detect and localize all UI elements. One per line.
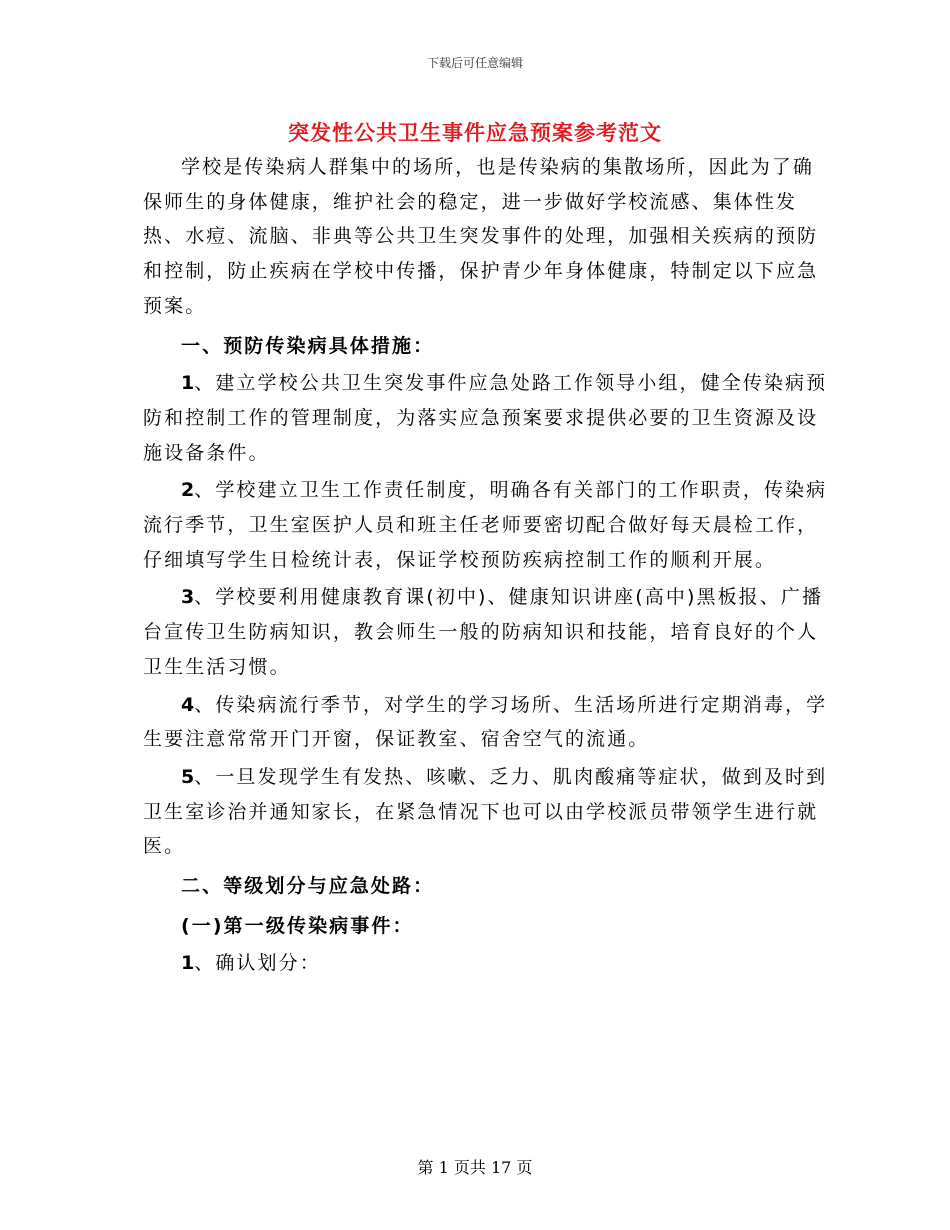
- item-text: 、学校要利用健康教育课(初中)、健康知识讲座(高中)黑板报、广播台宣传卫生防病知识，教会师生一般的防病知识和技能，培育良好的个人卫生生活习惯。: [143, 586, 824, 678]
- item-text: 、确认划分：: [194, 952, 321, 975]
- section-2-heading: 二、等级划分与应急处路：: [181, 875, 435, 898]
- item-number: 1: [181, 952, 195, 975]
- section-1-heading: 一、预防传染病具体措施：: [181, 334, 435, 357]
- list-item: [143, 366, 833, 470]
- header-note: 下载后可任意编辑: [426, 56, 523, 70]
- intro-paragraph: 学校是传染病人群集中的场所，也是传染病的集散场所，因此为了确保师生的身体健康，维护社会的稳定，进一步做好学校流感、集体性发热、水痘、流脑、非典等公共卫生突发事件的处理，加强相关疾病的预防和控制，防止疾病在学校中传播，保护青少年身体健康，特制定以下应急预案。: [143, 156, 819, 317]
- item-text: 、学校建立卫生工作责任制度，明确各有关部门的工作职责，传染病流行季节，卫生室医护人员和班主任老师要密切配合做好每天晨检工作，仔细填写学生日检统计表，保证学校预防疾病控制工作的顺利开展。: [143, 479, 828, 571]
- document-body: [143, 150, 833, 984]
- list-item: [143, 580, 833, 684]
- item-number: 4: [181, 693, 195, 716]
- page-footer: 第 1 页共 17 页: [417, 1158, 533, 1177]
- item-number: 2: [181, 479, 195, 502]
- item-number: 5: [181, 765, 195, 788]
- list-item: [143, 760, 833, 864]
- item-text: 、一旦发现学生有发热、咳嗽、乏力、肌肉酸痛等症状，做到及时到卫生室诊治并通知家长，在紧急情况下也可以由学校派员带领学生进行就医。: [143, 765, 828, 858]
- document-title: 突发性公共卫生事件应急预案参考范文: [288, 121, 662, 145]
- item-text: 、建立学校公共卫生突发事件应急处路工作领导小组，健全传染病预防和控制工作的管理制度，为落实应急预案要求提供必要的卫生资源及设施设备条件。: [143, 372, 828, 464]
- item-number: 3: [181, 586, 195, 609]
- list-item: [143, 473, 833, 577]
- list-item: [143, 946, 833, 981]
- item-text: 、传染病流行季节，对学生的学习场所、生活场所进行定期消毒，学生要注意常常开门开窗，保证教室、宿舍空气的流通。: [143, 693, 828, 751]
- section-2-subheading: (一)第一级传染病事件：: [181, 914, 414, 937]
- list-item: [143, 688, 833, 757]
- item-number: 1: [181, 372, 195, 395]
